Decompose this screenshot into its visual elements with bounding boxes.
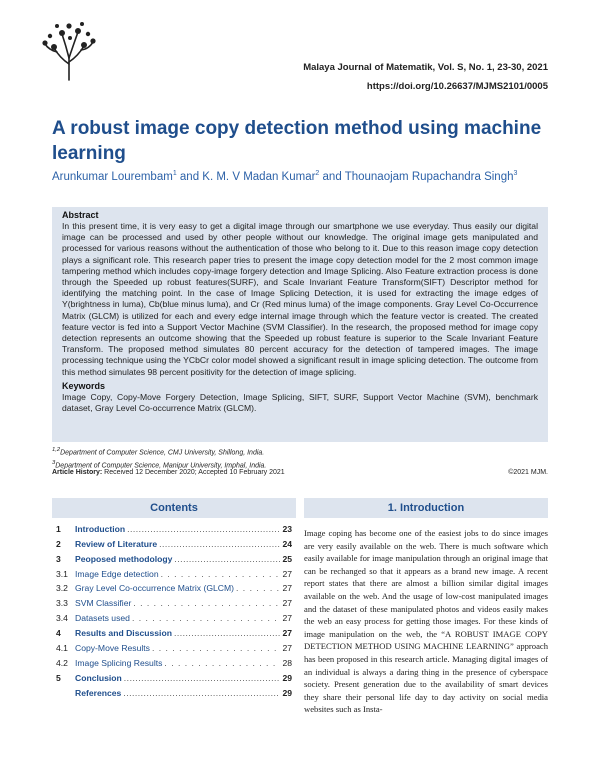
author-superscript: 2	[315, 170, 320, 177]
toc-entry[interactable]	[56, 568, 292, 580]
author-separator: and	[176, 170, 203, 183]
toc-entry[interactable]	[56, 612, 292, 624]
toc-leader	[124, 672, 281, 684]
keywords-heading: Keywords	[62, 380, 106, 391]
toc-page: 29	[282, 687, 292, 698]
toc-title: SVM Classifier	[75, 598, 132, 609]
history-label: Article History:	[52, 469, 103, 476]
toc-leader	[132, 612, 281, 624]
author-separator: and	[319, 170, 345, 183]
toc-number: 4.2	[56, 657, 68, 668]
toc-title: Results and Discussion	[75, 628, 172, 639]
toc-entry[interactable]	[56, 538, 292, 550]
toc-page: 27	[282, 598, 292, 609]
toc-number: 4.1	[56, 643, 68, 654]
journal-citation: Malaya Journal of Matematik, Vol. S, No. 1, 23-30, 2021	[303, 62, 548, 73]
paper-title: A robust image copy detection method using machine learning	[52, 118, 542, 164]
toc-number: 1	[56, 523, 61, 534]
toc-page: 27	[282, 583, 292, 594]
affiliation-superscript: 1,2	[52, 447, 61, 453]
keywords-text: Image Copy, Copy-Move Forgery Detection, Image Splicing, SIFT, SURF, Support Vector Machine (SVM), benchmark dataset, Gray Level Co-occurrence Matrix (GLCM).	[62, 391, 538, 414]
copyright: ©2021 MJM.	[508, 469, 548, 476]
toc-leader	[123, 687, 280, 699]
author-name: Arunkumar Lourembam	[52, 170, 173, 183]
introduction-text: Image coping has become one of the easiest jobs to do since images are very easily available on the web. There is much software which easily available for image manipulation through an original image that can be rechanged so that it appears as a brand new image. A recent report states that there are almost a billion similar digital images available on the web. And the usage of low-cost manipulated images and the dataset of these manipulated photos and videos easily makes the web an easy process for getting those images. For these kinds of image manipulation on the web, the “A ROBUST IMAGE COPY DETECTION METHOD USING MACHINE LEARNING” approach has been proposed in this research article. Managing digital images of an individual is always a daring thing in the presence of cyberspace society. Present generation due to the availability of smart devices they share their personal life day to day activity on social media websites such as Insta-	[304, 528, 548, 715]
toc-page: 27	[282, 568, 292, 579]
introduction-heading: 1. Introduction	[304, 498, 548, 518]
affiliation-text: Department of Computer Science, CMJ University, Shillong, India.	[60, 449, 265, 457]
toc-entry[interactable]	[56, 642, 292, 654]
toc-page: 27	[282, 643, 292, 654]
toc-number: 3.3	[56, 598, 68, 609]
toc-entry[interactable]	[56, 523, 292, 535]
toc-leader	[174, 553, 280, 565]
history-text-wrap	[52, 467, 285, 478]
toc-page: 27	[282, 613, 292, 624]
toc-page: 23	[282, 523, 292, 534]
toc-title: Copy-Move Results	[75, 643, 150, 654]
toc-page: 28	[282, 657, 292, 668]
toc-page: 25	[282, 553, 292, 564]
abstract-heading: Abstract	[62, 210, 99, 220]
toc-leader	[133, 597, 280, 609]
affiliation-superscript: 3	[52, 460, 56, 467]
affiliation-text: Department of Computer Science, Manipur University, Imphal, India.	[55, 462, 267, 470]
abstract-box	[52, 207, 548, 442]
toc-entry[interactable]	[56, 657, 292, 669]
toc-leader	[152, 642, 280, 654]
history-dates: Received 12 December 2020; Accepted 10 February 2021	[102, 469, 285, 476]
toc-entry[interactable]	[56, 627, 292, 639]
toc-title: Review of Literature	[75, 538, 158, 549]
toc-entry[interactable]	[56, 553, 292, 565]
toc-number: 3.1	[56, 568, 68, 579]
toc-title: References	[75, 687, 122, 698]
journal-tree-logo	[40, 20, 98, 82]
toc-title: Image Edge detection	[75, 568, 159, 579]
toc-leader	[164, 657, 280, 669]
toc-number: 5	[56, 672, 61, 683]
toc-title: Peoposed methodology	[75, 553, 173, 564]
toc-entry[interactable]	[56, 672, 292, 684]
toc-page: 29	[282, 672, 292, 683]
article-history	[52, 467, 548, 478]
affiliation-line	[52, 445, 548, 458]
toc-entry[interactable]	[56, 597, 292, 609]
author-name: Thounaojam Rupachandra Singh	[344, 170, 514, 183]
toc-title: Introduction	[75, 523, 126, 534]
toc-leader	[161, 568, 281, 580]
toc-leader	[174, 627, 280, 639]
toc-number: 3.4	[56, 613, 68, 624]
toc-title: Gray Level Co-occurrence Matrix (GLCM)	[75, 583, 235, 594]
toc-leader	[127, 523, 280, 535]
toc-number: 4	[56, 628, 61, 639]
author-line	[52, 170, 517, 183]
toc-title: Datasets used	[75, 613, 130, 624]
journal-doi[interactable]: https://doi.org/10.26637/MJMS2101/0005	[366, 81, 548, 92]
contents-heading: Contents	[52, 498, 296, 518]
author-name: K. M. V Madan Kumar	[202, 170, 316, 183]
toc-title: Conclusion	[75, 672, 122, 683]
toc-number: 2	[56, 538, 61, 549]
table-of-contents	[56, 520, 292, 699]
toc-leader	[236, 582, 280, 594]
abstract-text: In this present time, it is very easy to get a digital image through our smartphone we use everyday. Thus easily our digital image can be processed and used by other people without our knowledge. The original image gets manipulated and processed for various reasons without the authentication of those who belong to it. Due to this reason image copy detection plays a significant role. This research paper tries to present the image copy detection model for the 2 most common image tampering method which includes copy-image forgery detection and Image Splicing. Also Feature extraction process is done through the Speeded up robust features(SURF), and Scale Invariant Feature Transform(SIFT) Descriptor method for identifying the matching point. In the case of Image Splicing Detection, it is used for extracting the image edges of Y(brightness in luma), Cb(blue minus luma), and Cr (Red minus luma) of the image components. Gray Level Co-Occurrence Matrix (GLCM) is utilized for each and every edge internal image through which the feature vector is created. The created feature vector is fed into a Support Vector Machine (SVM Classifier). In the research, the proposed method for image copy detection represents an outcome showing that the Speeded up robust feature is superior to the Scale Invariant Feature Transform. The proposed method simulates 80 percent accuracy for the detection of tampered images. The image processing technique using the YCbCr color model showed a significant result in image splicing detection. The outcome from this method simulates 98 percent positivity for the detection of image splicing.	[62, 221, 538, 377]
toc-title: Image Splicing Results	[75, 657, 163, 668]
toc-number: 3	[56, 553, 61, 564]
toc-entry[interactable]	[56, 582, 292, 594]
author-superscript: 1	[172, 170, 177, 177]
toc-number: 3.2	[56, 583, 68, 594]
toc-leader	[159, 538, 280, 550]
journal-header	[303, 58, 548, 96]
toc-page: 24	[282, 538, 292, 549]
author-superscript: 3	[513, 170, 518, 177]
toc-page: 27	[282, 628, 292, 639]
toc-entry[interactable]	[56, 687, 292, 699]
